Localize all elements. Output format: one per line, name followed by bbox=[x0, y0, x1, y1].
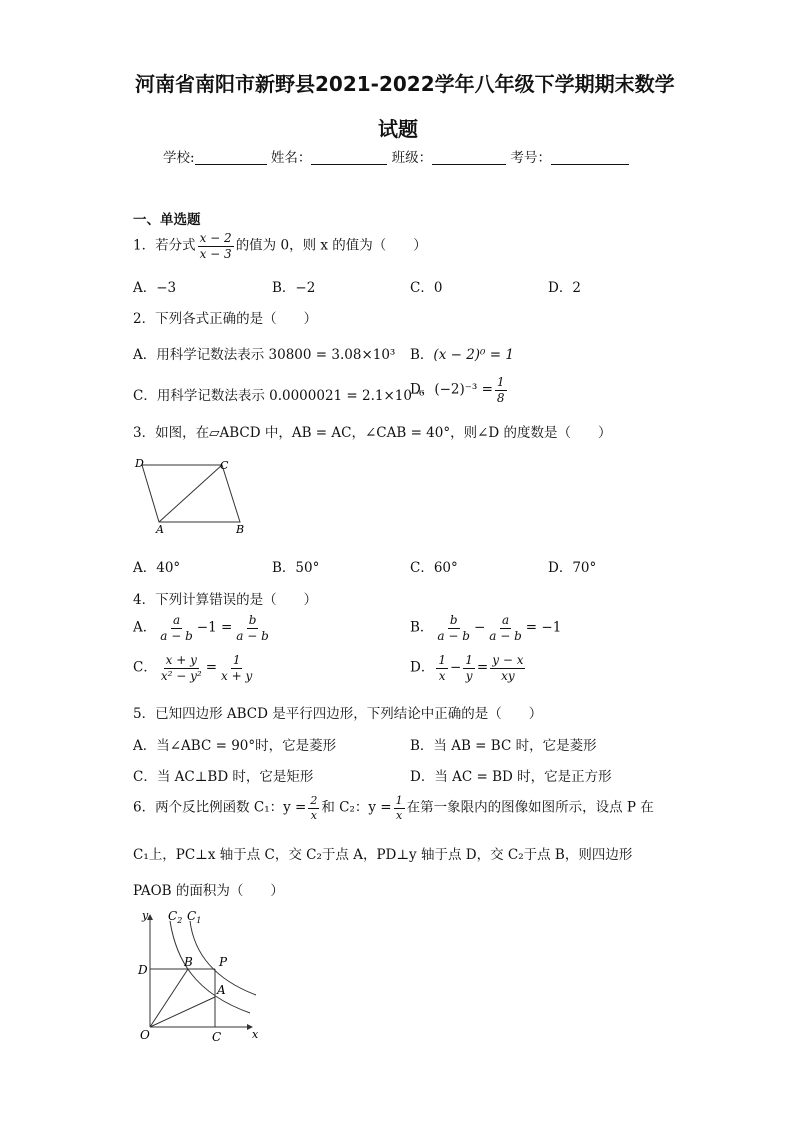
school-blank[interactable] bbox=[195, 150, 267, 165]
question-5: 5．已知四边形 ABCD 是平行四边形，下列结论中正确的是（ ） bbox=[133, 706, 543, 722]
hyperbola-figure bbox=[130, 905, 270, 1050]
question-4: 4．下列计算错误的是（ ） bbox=[133, 592, 318, 608]
label-p: P bbox=[219, 955, 228, 969]
school-label: 学校: bbox=[163, 150, 195, 166]
q4-option-d[interactable]: D． $\frac{1}{x}$ − $\frac{1}{y}$ = $\frac{y - x}{xy}$ bbox=[410, 653, 524, 683]
q4-option-a[interactable]: A． $\frac{a}{a - b}$ −1 = $\frac{b}{a - b}$ bbox=[133, 613, 269, 643]
page-title-line2: 试题 bbox=[378, 117, 418, 141]
q4-option-b[interactable]: B． $\frac{b}{a - b}$ − $\frac{a}{a - b}$ = −1 bbox=[410, 613, 562, 643]
q3-option-a[interactable]: A．40° bbox=[133, 560, 181, 576]
q2-option-c[interactable]: C．用科学记数法表示 0.0000021 = 2.1×10⁻⁶ bbox=[133, 388, 425, 404]
q5-option-a[interactable]: A．当∠ABC = 90°时，它是菱形 bbox=[133, 738, 337, 754]
q1-text-post: 的值为 0，则 x 的值为（ ） bbox=[235, 237, 427, 254]
question-6: 6．两个反比例函数 C₁：y = $\frac{2}{x}$ 和 C₂：y = $\frac{1}{x}$ 在第一象限内的图像如图所示，设点 P 在 bbox=[133, 794, 654, 822]
label-a: A bbox=[156, 523, 164, 536]
q5-option-c[interactable]: C．当 AC⊥BD 时，它是矩形 bbox=[133, 769, 314, 785]
q3-option-d[interactable]: D．70° bbox=[548, 560, 597, 576]
label-d: D bbox=[135, 457, 144, 470]
label-c1: $C_1$ bbox=[187, 909, 202, 925]
label-c2: $C_2$ bbox=[168, 909, 183, 925]
label-c: C bbox=[220, 459, 229, 472]
label-y: y bbox=[142, 909, 149, 922]
class-label: 班级： bbox=[391, 150, 433, 166]
q3-option-c[interactable]: C．60° bbox=[410, 560, 458, 576]
label-o: O bbox=[140, 1028, 150, 1042]
question-2: 2．下列各式正确的是（ ） bbox=[133, 311, 318, 327]
question-3: 3．如图，在▱ABCD 中，AB = AC，∠CAB = 40°，则∠D 的度数是（ ） bbox=[133, 425, 612, 441]
q6-line-3: PAOB 的面积为（ ） bbox=[133, 883, 284, 899]
diagonal-ac bbox=[159, 465, 222, 522]
q5-option-b[interactable]: B．当 AB = BC 时，它是菱形 bbox=[410, 738, 597, 754]
name-label: 姓名： bbox=[270, 150, 312, 166]
parallelogram-figure bbox=[130, 455, 255, 540]
id-label: 考号： bbox=[510, 150, 551, 166]
q2-option-a[interactable]: A．用科学记数法表示 30800 = 3.08×10³ bbox=[133, 347, 396, 363]
name-blank[interactable] bbox=[311, 150, 387, 165]
q2-option-d[interactable]: D．(−2)⁻³ = $\frac{1}{8}$ bbox=[410, 375, 505, 405]
q1-fraction: $\frac{x - 2}{x - 3}$ bbox=[199, 231, 232, 261]
label-d: D bbox=[138, 963, 148, 977]
q3-option-b[interactable]: B．50° bbox=[272, 560, 320, 576]
q5-option-d[interactable]: D．当 AC = BD 时，它是正方形 bbox=[410, 769, 612, 785]
q1-option-d[interactable]: D．2 bbox=[548, 280, 581, 296]
question-1 bbox=[133, 232, 427, 260]
q1-option-a[interactable]: A．−3 bbox=[133, 280, 177, 296]
q1-option-c[interactable]: C．0 bbox=[410, 280, 443, 296]
q4-option-c[interactable]: C． $\frac{x + y}{\text{x² − y²}}$ = $\frac{1}{x + y}$ bbox=[133, 653, 253, 683]
class-blank[interactable] bbox=[432, 150, 506, 165]
q1-text-pre: 1．若分式 bbox=[133, 237, 196, 254]
section-heading: 一、单选题 bbox=[133, 212, 201, 228]
label-c: C bbox=[212, 1030, 222, 1044]
info-line bbox=[163, 146, 629, 166]
q2-option-b[interactable]: B．(x − 2)⁰ = 1 bbox=[410, 347, 514, 363]
label-a: A bbox=[217, 983, 226, 997]
label-b: B bbox=[236, 523, 245, 536]
id-blank[interactable] bbox=[551, 150, 629, 165]
label-x: x bbox=[252, 1028, 259, 1041]
q1-option-b[interactable]: B．−2 bbox=[272, 280, 316, 296]
q6-line-2: C₁上，PC⊥x 轴于点 C，交 C₂于点 A，PD⊥y 轴于点 D，交 C₂于点 B，则四边形 bbox=[133, 847, 633, 863]
page-title-line1: 河南省南阳市新野县2021-2022学年八年级下学期期末数学 bbox=[135, 72, 675, 96]
label-b: B bbox=[184, 955, 193, 969]
